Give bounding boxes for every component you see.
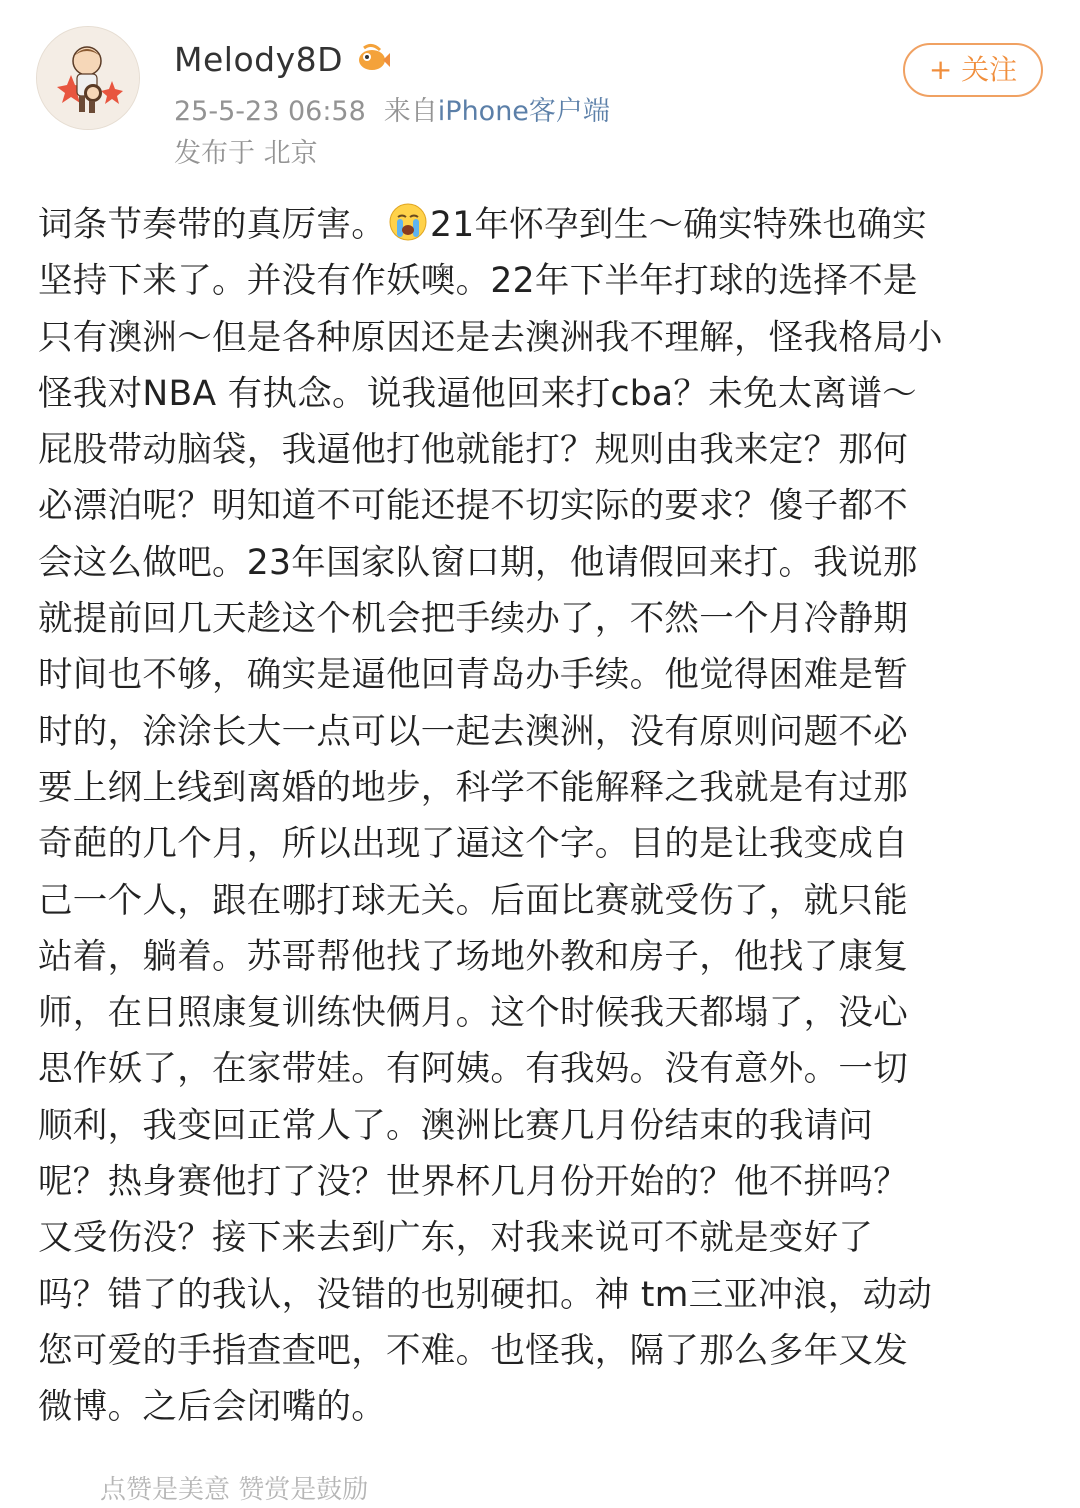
post-line: 己一个人，跟在哪打球无关。后面比赛就受伤了，就只能 — [38, 880, 908, 921]
post-text — [38, 197, 1048, 1436]
avatar[interactable] — [36, 26, 140, 130]
post-line: 师，在日照康复训练快俩月。这个时候我天都塌了，没心 — [38, 993, 908, 1034]
post-line: 呢？热身赛他打了没？世界杯几月份开始的？他不拼吗？ — [38, 1162, 908, 1203]
post-line-segment: 21年怀孕到生～确实特殊也确实 — [430, 205, 927, 245]
post-line: 微博。之后会闭嘴的。 — [38, 1387, 386, 1428]
post-line: 奇葩的几个月，所以出现了逼这个字。目的是让我变成自 — [38, 824, 908, 865]
post-line: 只有澳洲～但是各种原因还是去澳洲我不理解，怪我格局小 — [38, 317, 943, 358]
post-line: 怪我对NBA 有执念。说我逼他回来打cba？未免太离谱～ — [38, 373, 917, 414]
post-line: 必漂泊呢？明知道不可能还提不切实际的要求？傻子都不 — [38, 486, 908, 527]
post-header — [0, 0, 1080, 190]
post-meta — [174, 92, 610, 132]
cartoon-avatar-icon — [37, 27, 139, 129]
post-line: 您可爱的手指查查吧，不难。也怪我，隔了那么多年又发 — [38, 1330, 908, 1371]
footer-hint: 点赞是美意 赞赏是鼓励 — [100, 1475, 369, 1505]
post-location: 发布于 北京 — [174, 138, 318, 169]
post-line: 时间也不够，确实是逼他回青岛办手续。他觉得困难是暂 — [38, 655, 908, 696]
follow-button[interactable]: + 关注 — [903, 43, 1043, 97]
fish-badge-icon[interactable] — [356, 42, 390, 76]
post-line: 坚持下来了。并没有作妖噢。22年下半年打球的选择不是 — [38, 261, 918, 302]
post-line: 吗？错了的我认，没错的也别硬扣。神 tm三亚冲浪，动动 — [38, 1274, 933, 1315]
post-timestamp: 25-5-23 06:58 — [174, 96, 366, 127]
post-line: 站着，躺着。苏哥帮他找了场地外教和房子，他找了康复 — [38, 936, 908, 977]
source-link[interactable]: iPhone客户端 — [437, 96, 610, 127]
post-line — [38, 197, 1048, 253]
post-line: 时的，涂涂长大一点可以一起去澳洲，没有原则问题不必 — [38, 711, 908, 752]
post-line: 屁股带动脑袋，我逼他打他就能打？规则由我来定？那何 — [38, 430, 908, 471]
crying-face-icon — [388, 202, 428, 242]
post-line: 会这么做吧。23年国家队窗口期，他请假回来打。我说那 — [38, 542, 918, 583]
post-line: 又受伤没？接下来去到广东，对我来说可不就是变好了 — [38, 1218, 874, 1259]
post-line-segment: 词条节奏带的真厉害。 — [38, 205, 386, 245]
user-name[interactable]: Melody8D — [174, 40, 344, 79]
post-line: 顺利，我变回正常人了。澳洲比赛几月份结束的我请问 — [38, 1105, 874, 1146]
post-line: 要上纲上线到离婚的地步，科学不能解释之我就是有过那 — [38, 767, 908, 808]
post-line: 就提前回几天趁这个机会把手续办了，不然一个月冷静期 — [38, 599, 908, 640]
post-line: 思作妖了，在家带娃。有阿姨。有我妈。没有意外。一切 — [38, 1049, 908, 1090]
source-prefix: 来自 — [383, 96, 438, 127]
